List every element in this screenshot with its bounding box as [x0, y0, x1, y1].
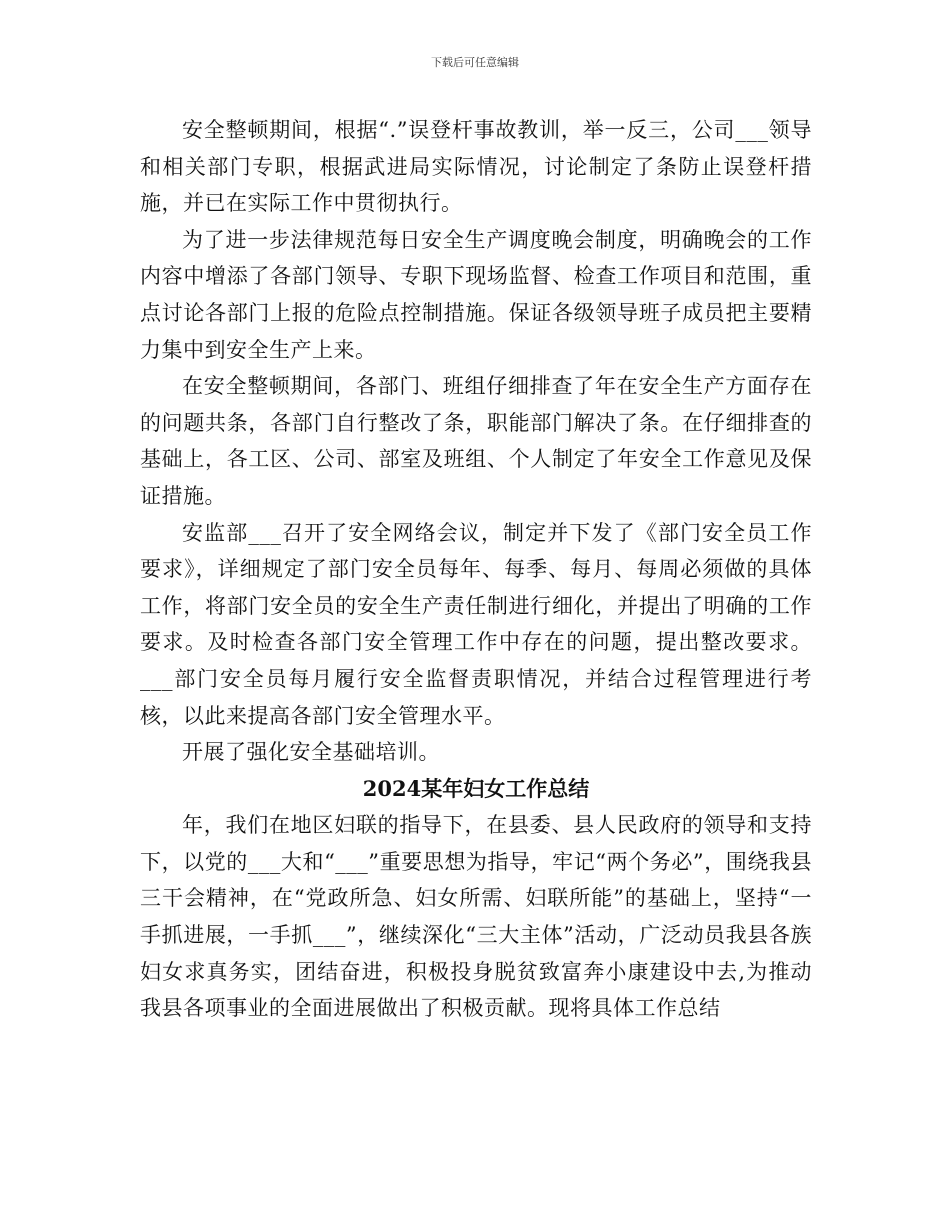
- paragraph-3: 在安全整顿期间，各部门、班组仔细排查了年在安全生产方面存在的问题共条，各部门自行整改了条，职能部门解决了条。在仔细排查的基础上，各工区、公司、部室及班组、个人制定了年安全工作意见及保证措施。: [140, 374, 812, 508]
- paragraph-2: 为了进一步法律规范每日安全生产调度晚会制度，明确晚会的工作内容中增添了各部门领导、专职下现场监督、检查工作项目和范围，重点讨论各部门上报的危险点控制措施。保证各级领导班子成员把主要精力集中到安全生产上来。: [140, 227, 812, 362]
- paragraph-5: 开展了强化安全基础培训。: [182, 740, 440, 765]
- section-paragraph-1: 年，我们在地区妇联的指导下，在县委、县人民政府的领导和支持下，以党的___大和“___”重要思想为指导，牢记“两个务必”，围绕我县三干会精神，在“党政所急、妇女所需、妇联所能”的基础上，坚持“一手抓进展，一手抓___”，继续深化“三大主体”活动，广泛动员我县各族妇女求真务实，团结奋进，积极投身脱贫致富奔小康建设中去,为推动我县各项事业的全面进展做出了积极贡献。现将具体工作总结: [140, 813, 812, 1021]
- paragraph-1: 安全整顿期间，根据“.”误登杆事故教训，举一反三，公司___领导和相关部门专职，根据武进局实际情况，讨论制定了条防止误登杆措施，并已在实际工作中贯彻执行。: [140, 118, 812, 216]
- paragraph-4: 安监部___召开了安全网络会议，制定并下发了《部门安全员工作要求》，详细规定了部门安全员每年、每季、每月、每周必须做的具体工作，将部门安全员的安全生产责任制进行细化，并提出了明确的工作要求。及时检查各部门安全管理工作中存在的问题，提出整改要求。___部门安全员每月履行安全监督责职情况，并结合过程管理进行考核，以此来提高各部门安全管理水平。: [140, 520, 812, 728]
- document-body: [140, 112, 812, 1027]
- header-note: 下载后可任意编辑: [431, 56, 519, 69]
- section-title: 2024某年妇女工作总结: [362, 775, 590, 801]
